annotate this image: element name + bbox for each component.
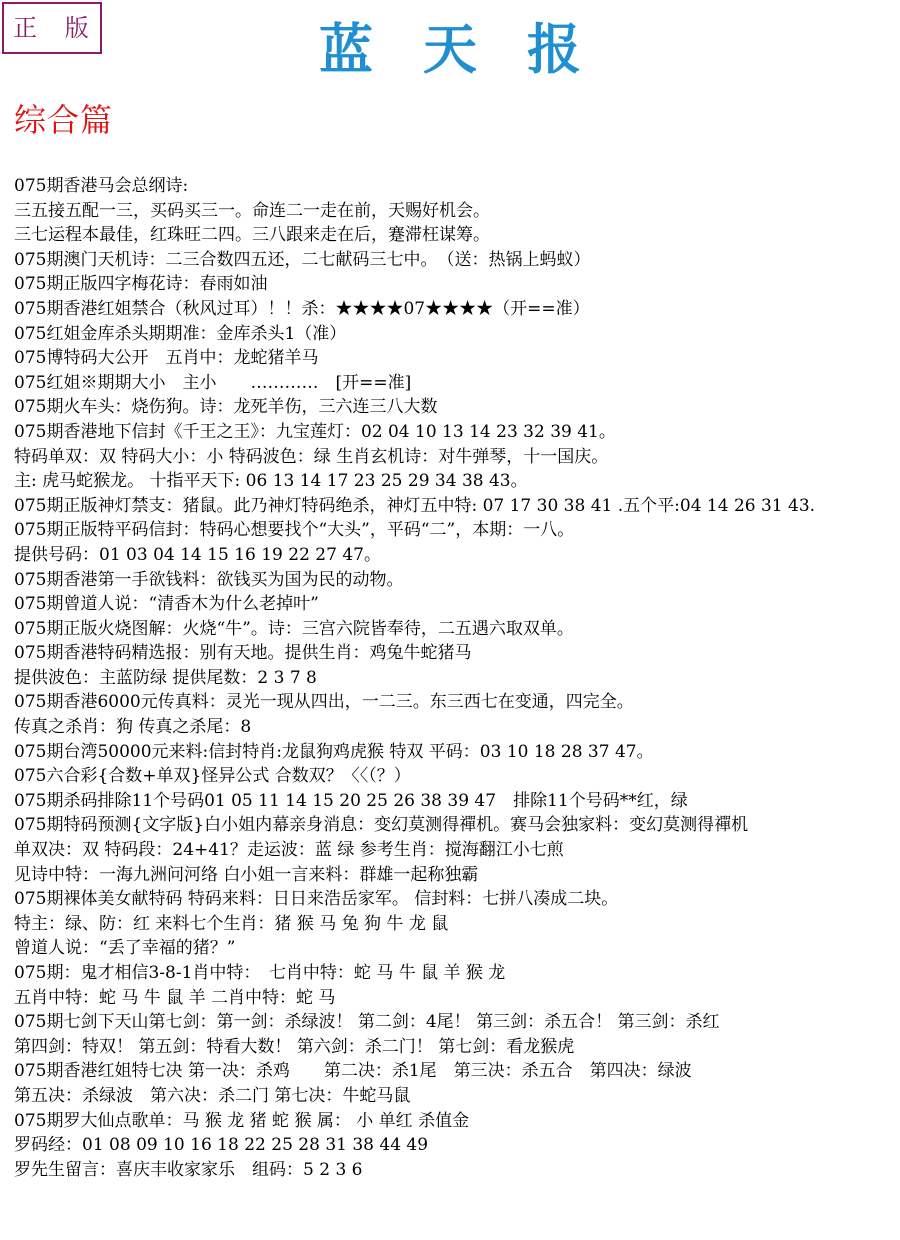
text-line: 曾道人说：“丢了幸福的猪？” [14, 938, 236, 959]
text-line: 075期正版四字梅花诗：春雨如油 [14, 274, 268, 295]
text-line: 075期：鬼才相信3-8-1肖中特： 七肖中特：蛇 马 牛 鼠 羊 猴 龙 [14, 963, 506, 983]
text-line: 075六合彩{合数+单双}怪异公式 合数双？〈〈（？） [14, 766, 411, 787]
text-line: 075期正版火烧图解：火烧“牛”。诗：三宫六院皆奉待，二五遇六取双单。 [14, 618, 574, 639]
text-line: 提供号码：01 03 04 14 15 16 19 22 27 47。 [14, 544, 381, 565]
newspaper-title: 蓝天报 [319, 17, 631, 81]
text-line: 075期香港红姐禁合（秋风过耳）！！杀：★★★★07★★★★（开==准） [14, 298, 590, 319]
text-line: 单双决：双 特码段：24+41？走运波：蓝 绿 参考生肖：搅海翻江小七煎 [14, 840, 564, 861]
text-line: 075博特码大公开 五肖中：龙蛇猪羊马 [14, 348, 319, 369]
text-line: 075期香港地下信封《千王之王》：九宝莲灯：02 04 10 13 14 23 32 39 41。 [14, 421, 616, 442]
text-line: 主: 虎马蛇猴龙。 十指平天下: 06 13 14 17 23 25 29 34 38 43。 [14, 471, 528, 492]
text-line: 罗先生留言：喜庆丰收家家乐 组码：5 2 3 6 [14, 1159, 363, 1180]
text-line: 075期曾道人说：“清香木为什么老掉叶” [14, 594, 319, 615]
text-line: 075期裸体美女献特码 特码来料：日日来浩岳家军。 信封料：七拼八凑成二块。 [14, 889, 619, 910]
article-body [14, 174, 900, 1182]
text-line: 075期台湾50000元来料:信封特肖:龙鼠狗鸡虎猴 特双 平码：03 10 18 28 37 47。 [14, 741, 654, 762]
text-line: 五肖中特：蛇 马 牛 鼠 羊 二肖中特：蛇 马 [14, 987, 336, 1008]
text-line: 提供波色：主蓝防绿 提供尾数：2 3 7 8 [14, 667, 317, 688]
text-line: 075期香港第一手欲钱料：欲钱买为国为民的动物。 [14, 569, 404, 590]
text-line: 第五决：杀绿波 第六决：杀二门 第七决：牛蛇马鼠 [14, 1085, 411, 1106]
text-line: 075期杀码排除11个号码01 05 11 14 15 20 25 26 38 39 47 排除11个号码**红，绿 [14, 790, 688, 811]
text-line: 见诗中特：一海九洲问河络 白小姐一言来料：群雄一起称独霸 [14, 864, 479, 885]
edition-badge: 正 版 [2, 2, 102, 54]
section-heading: 综合篇 [14, 101, 114, 139]
text-line: 075期罗大仙点歌单：马 猴 龙 猪 蛇 猴 属： 小 单红 杀值金 [14, 1110, 470, 1131]
text-line: 传真之杀肖：狗 传真之杀尾：8 [14, 717, 252, 738]
text-line: 三七运程本最佳，红珠旺二四。三八跟来走在后，蹇滞枉谋筹。 [14, 225, 490, 246]
text-line: 特主：绿、防：红 来料七个生肖：猪 猴 马 兔 狗 牛 龙 鼠 [14, 913, 449, 934]
text-line: 075红姐金库杀头期期准：金库杀头1（准） [14, 323, 347, 344]
text-line: 三五接五配一三，买码买三一。命连二一走在前，天赐好机会。 [14, 200, 490, 221]
text-line: 075红姐※期期大小 主小 ………… [开==准] [14, 372, 412, 393]
text-line: 075期火车头：烧伤狗。诗：龙死羊伤，三六连三八大数 [14, 397, 438, 418]
text-line: 075期正版神灯禁支：猪鼠。此乃神灯特码绝杀，神灯五中特: 07 17 30 38 41 .五个平:04 14 26 31 43. [14, 495, 816, 516]
text-line: 075期香港6000元传真料：灵光一现从四出，一二三。东三西七在变通，四完全。 [14, 692, 634, 713]
text-line: 075期澳门天机诗：二三合数四五还，二七献码三七中。 （送：热锅上蚂蚁） [14, 249, 591, 270]
text-line: 特码单双：双 特码大小：小 特码波色：绿 生肖玄机诗：对牛弹琴，十一国庆。 [14, 446, 609, 467]
text-line: 075期七剑下天山第七剑：第一剑：杀绿波！ 第二剑：4尾！ 第三剑：杀五合！ 第三剑：杀红 [14, 1012, 720, 1033]
text-line: 075期香港特码精选报：别有天地。提供生肖：鸡兔牛蛇猪马 [14, 643, 472, 664]
text-line: 075期香港马会总纲诗: [14, 176, 189, 196]
text-line: 075期特码预测{文字版}白小姐内幕亲身消息：变幻莫测得禪机。赛马会独家料：变幻莫测得禪机 [14, 815, 749, 836]
text-line: 075期香港红姐特七决 第一决：杀鸡 第二决：杀1尾 第三决：杀五合 第四决：绿波 [14, 1061, 692, 1082]
text-line: 第四剑：特双！ 第五剑：特看大数！ 第六剑：杀二门！ 第七剑：看龙猴虎 [14, 1036, 575, 1057]
text-line: 075期正版特平码信封：特码心想要找个“大头”，平码“二”，本期：一八。 [14, 520, 575, 541]
text-line: 罗码经：01 08 09 10 16 18 22 25 28 31 38 44 49 [14, 1135, 429, 1156]
